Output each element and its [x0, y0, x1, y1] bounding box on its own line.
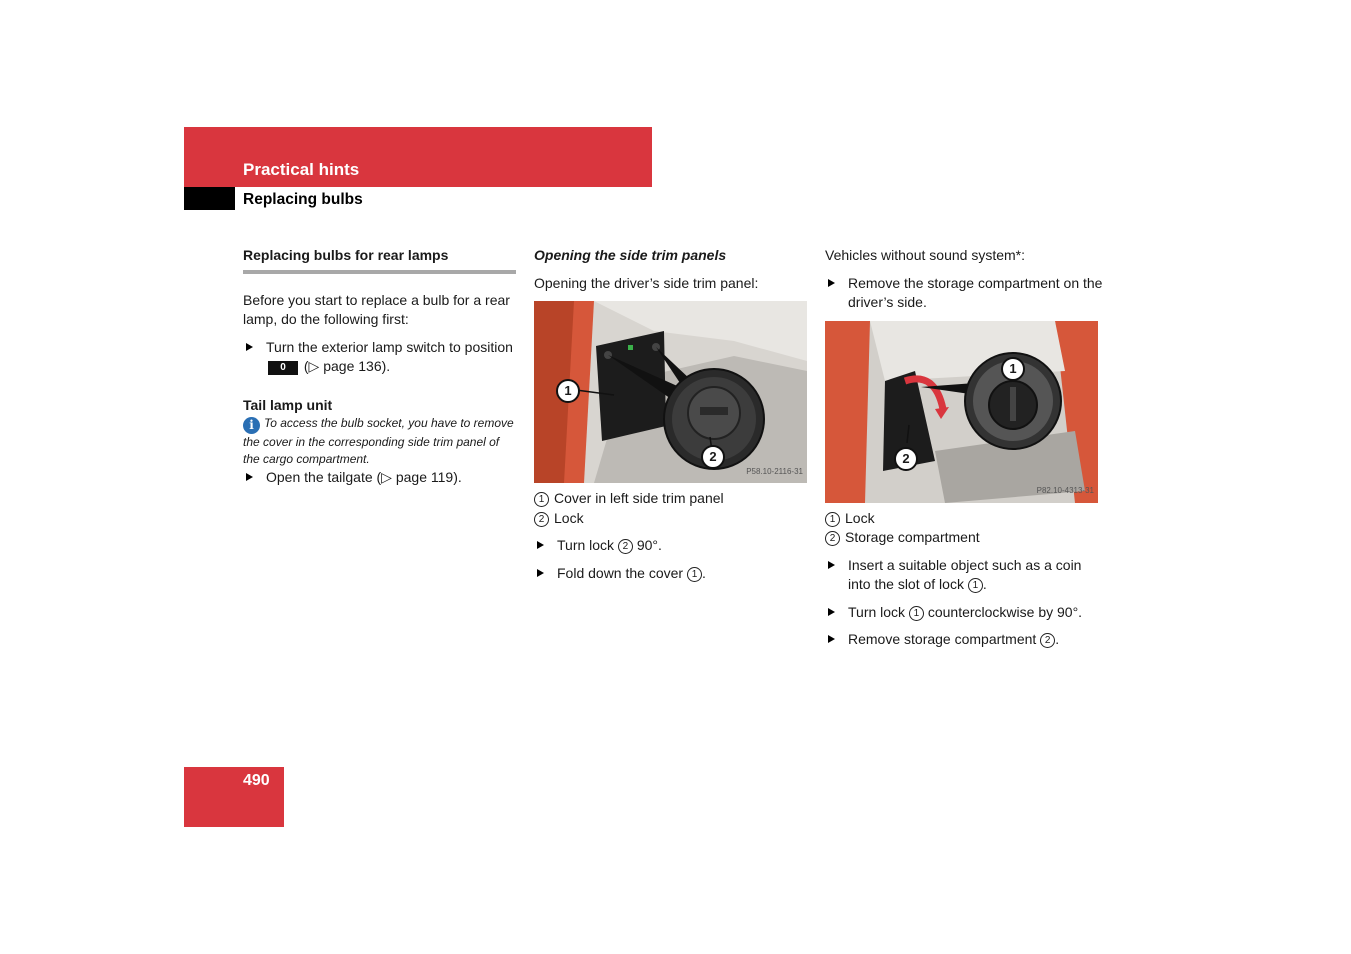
bullet-triangle-icon: [828, 635, 835, 643]
callout-2: 2: [701, 445, 725, 469]
number-1-icon: 1: [909, 606, 924, 621]
photo-code: P82.10-4313-31: [1036, 486, 1094, 495]
subsection-title: Replacing bulbs: [243, 191, 363, 208]
photo-storage-compartment: [825, 321, 1098, 503]
step-turn-lock: [534, 536, 809, 556]
step-open-tailgate: [243, 468, 518, 488]
bullet-triangle-icon: [828, 608, 835, 616]
step-text: Turn lock: [557, 537, 615, 553]
step-remove-compartment: [825, 630, 1105, 650]
intro-text: Before you start to replace a bulb for a rear lamp, do the following first:: [243, 291, 510, 327]
callout-1: 1: [556, 379, 580, 403]
step-text: .: [701, 564, 706, 581]
column-2: [534, 246, 809, 591]
legend-item-2: [825, 528, 1105, 548]
step-turn-lock-ccw: [825, 603, 1105, 623]
photo-code: P58.10-2116-31: [746, 466, 803, 476]
step-text[interactable]: Open the tailgate (▷ page 119).: [266, 469, 462, 485]
page-number: 490: [243, 772, 270, 789]
page-reference[interactable]: (▷ page 136).: [303, 358, 391, 374]
callout-1: 1: [1001, 357, 1025, 381]
bullet-triangle-icon: [828, 561, 835, 569]
step-text: .: [982, 576, 987, 592]
number-2-icon: 2: [618, 539, 633, 554]
number-2-icon: 2: [825, 531, 840, 546]
step-text: Remove the storage compartment on the driver’s side.: [848, 274, 1103, 310]
step-text: Fold down the cover: [557, 564, 684, 581]
bullet-triangle-icon: [246, 343, 253, 351]
step-text: Remove storage compartment: [848, 631, 1037, 647]
info-note: [243, 415, 518, 468]
bullet-triangle-icon: [537, 569, 544, 577]
section-title: Practical hints: [243, 160, 360, 179]
legend-item-2: [534, 509, 809, 529]
switch-position-key: 0: [268, 361, 298, 375]
heading-rear-lamps: Replacing bulbs for rear lamps: [243, 246, 516, 274]
heading-tail-lamp: Tail lamp unit: [243, 396, 333, 413]
photo-side-trim-panel: [534, 301, 807, 483]
step-text: Turn lock: [848, 603, 906, 620]
bullet-triangle-icon: [828, 279, 835, 287]
step-text: Turn the exterior lamp switch to position: [266, 338, 513, 355]
number-1-icon: 1: [687, 567, 702, 582]
step-insert-coin: [825, 556, 1105, 595]
step-text: .: [1055, 631, 1060, 647]
legend-text: Lock: [845, 509, 875, 526]
legend-text: Lock: [554, 509, 584, 526]
bullet-triangle-icon: [246, 473, 253, 481]
storage-compartment-illustration: [825, 321, 1098, 503]
callout-2: 2: [894, 447, 918, 471]
legend-item-1: [534, 489, 809, 509]
info-text: To access the bulb socket, you have to remove the cover in the corresponding side trim panel of the cargo compartment.: [243, 416, 514, 466]
step-fold-cover: [534, 564, 809, 584]
number-2-icon: 2: [534, 512, 549, 527]
column-1: [243, 246, 518, 496]
number-2-icon: 2: [1040, 633, 1055, 648]
number-1-icon: 1: [968, 578, 983, 593]
step-lamp-switch: [243, 338, 518, 377]
intro-text: Opening the driver’s side trim panel:: [534, 274, 759, 291]
number-1-icon: 1: [825, 512, 840, 527]
legend-item-1: [825, 509, 1105, 529]
legend-text: Cover in left side trim panel: [554, 490, 724, 506]
step-text: Insert a suitable object such as a coin into the slot of lock: [848, 556, 1082, 592]
step-text: 90°.: [636, 537, 662, 553]
heading-side-trim: Opening the side trim panels: [534, 247, 727, 263]
intro-text: Vehicles without sound system*:: [825, 247, 1025, 263]
step-text: counterclockwise by 90°.: [927, 603, 1083, 620]
bullet-triangle-icon: [537, 541, 544, 549]
step-remove-storage: [825, 274, 1105, 313]
header-marker: [184, 187, 235, 210]
info-icon: i: [243, 417, 260, 434]
legend-text: Storage compartment: [845, 529, 980, 545]
column-3: [825, 246, 1105, 658]
number-1-icon: 1: [534, 492, 549, 507]
